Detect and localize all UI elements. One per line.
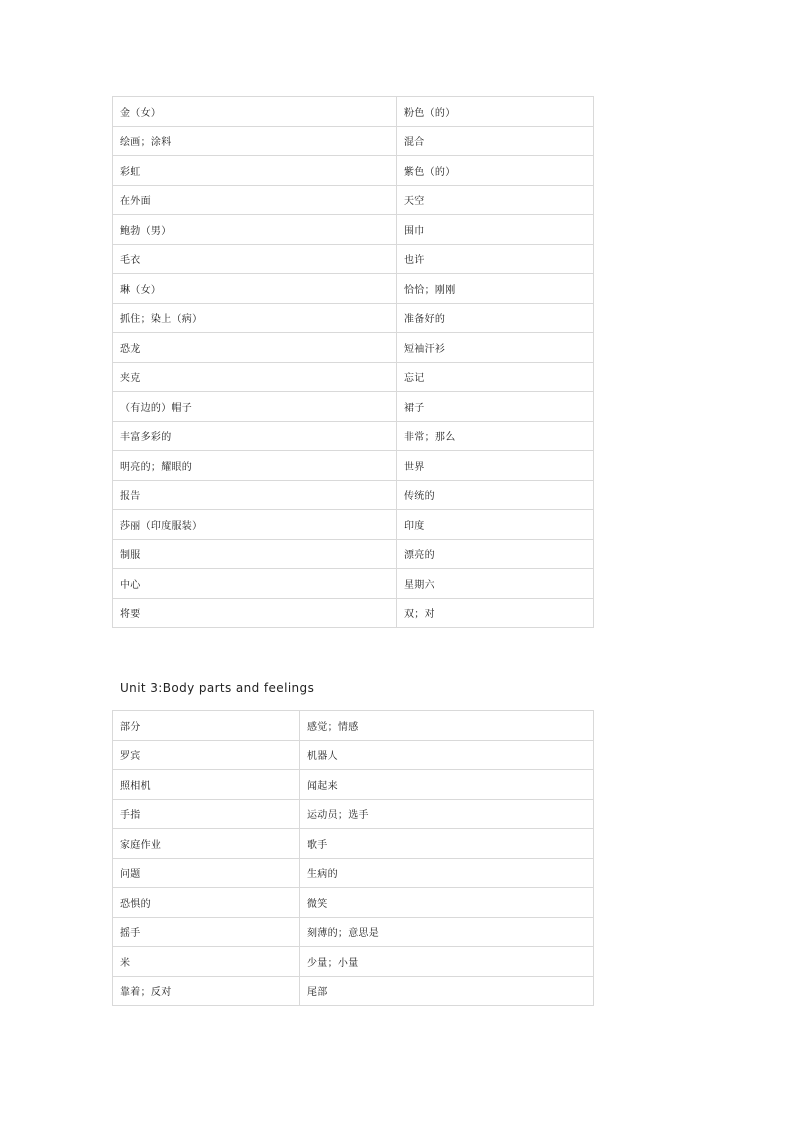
table-row	[113, 215, 594, 245]
table-row	[113, 156, 594, 186]
table-cell: 照相机	[113, 770, 300, 800]
table-cell: 星期六	[397, 569, 594, 599]
table-cell: 在外面	[113, 185, 397, 215]
table-row	[113, 421, 594, 451]
table-cell: 明亮的；耀眼的	[113, 451, 397, 481]
table-row	[113, 539, 594, 569]
table-cell: 金（女）	[113, 97, 397, 127]
table-cell: 混合	[397, 126, 594, 156]
table-cell: 琳（女）	[113, 274, 397, 304]
table-cell: 罗宾	[113, 740, 300, 770]
table-row	[113, 829, 594, 859]
table-row	[113, 333, 594, 363]
table-row	[113, 480, 594, 510]
table-row	[113, 569, 594, 599]
table-cell: 少量；小量	[300, 947, 594, 977]
table-cell: 毛衣	[113, 244, 397, 274]
table-cell: 手指	[113, 799, 300, 829]
table-cell: 世界	[397, 451, 594, 481]
table-cell: 非常；那么	[397, 421, 594, 451]
table-row	[113, 392, 594, 422]
table-cell: 生病的	[300, 858, 594, 888]
table-cell: 部分	[113, 711, 300, 741]
table-cell: 彩虹	[113, 156, 397, 186]
table-cell: 夹克	[113, 362, 397, 392]
table-row	[113, 126, 594, 156]
table-row	[113, 740, 594, 770]
vocab-table-1-body	[113, 97, 594, 628]
table-cell: 鲍勃（男）	[113, 215, 397, 245]
table-row	[113, 976, 594, 1006]
table-cell: 感觉；情感	[300, 711, 594, 741]
table-cell: 恐龙	[113, 333, 397, 363]
table-cell: 紫色（的）	[397, 156, 594, 186]
table-cell: 运动员；选手	[300, 799, 594, 829]
table-cell: 也许	[397, 244, 594, 274]
section-title-unit3: Unit 3:Body parts and feelings	[120, 681, 315, 695]
table-cell: 闻起来	[300, 770, 594, 800]
table-row	[113, 947, 594, 977]
table-cell: 漂亮的	[397, 539, 594, 569]
table-row	[113, 770, 594, 800]
table-row	[113, 362, 594, 392]
table-cell: 将要	[113, 598, 397, 628]
table-cell: 莎丽（印度服装）	[113, 510, 397, 540]
table-row	[113, 244, 594, 274]
vocab-table-1	[112, 96, 594, 628]
table-row	[113, 888, 594, 918]
table-cell: 机器人	[300, 740, 594, 770]
table-cell: 忘记	[397, 362, 594, 392]
table-row	[113, 185, 594, 215]
table-row	[113, 97, 594, 127]
table-cell: 丰富多彩的	[113, 421, 397, 451]
table-row	[113, 598, 594, 628]
table-cell: 印度	[397, 510, 594, 540]
table-cell: 问题	[113, 858, 300, 888]
table-row	[113, 711, 594, 741]
vocab-table-unit3	[112, 710, 594, 1006]
table-cell: 摇手	[113, 917, 300, 947]
table-cell: 报告	[113, 480, 397, 510]
table-cell: 微笑	[300, 888, 594, 918]
table-row	[113, 799, 594, 829]
table-cell: 裙子	[397, 392, 594, 422]
table-row	[113, 510, 594, 540]
table-cell: 中心	[113, 569, 397, 599]
table-cell: 围巾	[397, 215, 594, 245]
vocab-table-unit3-body	[113, 711, 594, 1006]
table-row	[113, 858, 594, 888]
table-cell: 歌手	[300, 829, 594, 859]
table-row	[113, 451, 594, 481]
table-row	[113, 917, 594, 947]
table-cell: 尾部	[300, 976, 594, 1006]
table-row	[113, 274, 594, 304]
table-cell: 制服	[113, 539, 397, 569]
table-cell: 恰恰；刚刚	[397, 274, 594, 304]
table-cell: 刻薄的；意思是	[300, 917, 594, 947]
table-cell: 绘画；涂料	[113, 126, 397, 156]
table-cell: 恐惧的	[113, 888, 300, 918]
table-cell: 短袖汗衫	[397, 333, 594, 363]
table-cell: 米	[113, 947, 300, 977]
table-cell: 粉色（的）	[397, 97, 594, 127]
table-cell: 天空	[397, 185, 594, 215]
table-row	[113, 303, 594, 333]
table-cell: 准备好的	[397, 303, 594, 333]
table-cell: （有边的）帽子	[113, 392, 397, 422]
table-cell: 传统的	[397, 480, 594, 510]
table-cell: 家庭作业	[113, 829, 300, 859]
table-cell: 抓住；染上（病）	[113, 303, 397, 333]
table-cell: 双；对	[397, 598, 594, 628]
table-cell: 靠着；反对	[113, 976, 300, 1006]
